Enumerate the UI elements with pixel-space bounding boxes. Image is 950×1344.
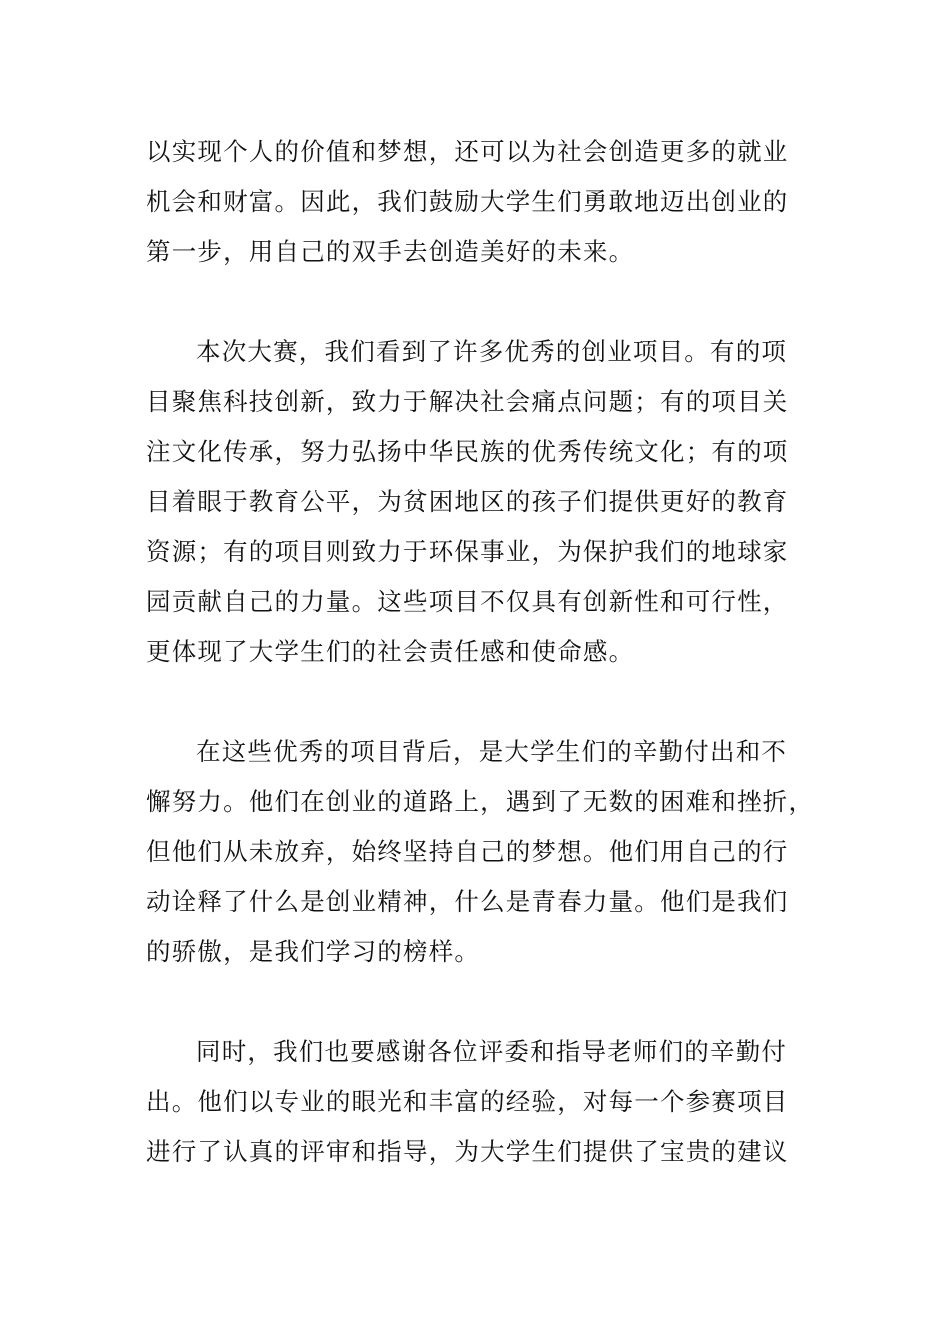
text-line: 同时，我们也要感谢各位评委和指导老师们的辛勤付 (196, 1037, 788, 1066)
text-line: 机会和财富。因此，我们鼓励大学生们勇敢地迈出创业的 (146, 187, 789, 216)
text-line: 目聚焦科技创新，致力于解决社会痛点问题；有的项目关 (146, 387, 789, 416)
text-line: 的骄傲，是我们学习的榜样。 (146, 937, 481, 966)
text-line: 第一步，用自己的双手去创造美好的未来。 (146, 237, 635, 266)
document-body (146, 127, 815, 1177)
paragraph-spacer (146, 277, 806, 327)
text-line: 资源；有的项目则致力于环保事业，为保护我们的地球家 (146, 537, 789, 566)
paragraph-2 (146, 327, 806, 677)
text-line: 懈努力。他们在创业的道路上，遇到了无数的困难和挫折， (146, 787, 815, 816)
paragraph-spacer (146, 677, 806, 727)
paragraph-3 (146, 727, 815, 977)
text-line: 但他们从未放弃，始终坚持自己的梦想。他们用自己的行 (146, 837, 789, 866)
text-line: 本次大赛，我们看到了许多优秀的创业项目。有的项 (196, 337, 788, 366)
text-line: 动诠释了什么是创业精神，什么是青春力量。他们是我们 (146, 887, 789, 916)
text-line: 进行了认真的评审和指导，为大学生们提供了宝贵的建议 (146, 1137, 789, 1166)
text-line: 注文化传承，努力弘扬中华民族的优秀传统文化；有的项 (146, 437, 789, 466)
paragraph-4 (146, 1027, 806, 1177)
paragraph-spacer (146, 977, 806, 1027)
paragraph-1 (146, 127, 806, 277)
text-line: 出。他们以专业的眼光和丰富的经验，对每一个参赛项目 (146, 1087, 789, 1116)
text-line: 在这些优秀的项目背后，是大学生们的辛勤付出和不 (196, 737, 788, 766)
text-line: 更体现了大学生们的社会责任感和使命感。 (146, 637, 635, 666)
text-line: 园贡献自己的力量。这些项目不仅具有创新性和可行性， (146, 587, 789, 616)
text-line: 以实现个人的价值和梦想，还可以为社会创造更多的就业 (146, 137, 789, 166)
text-line: 目着眼于教育公平，为贫困地区的孩子们提供更好的教育 (146, 487, 789, 516)
